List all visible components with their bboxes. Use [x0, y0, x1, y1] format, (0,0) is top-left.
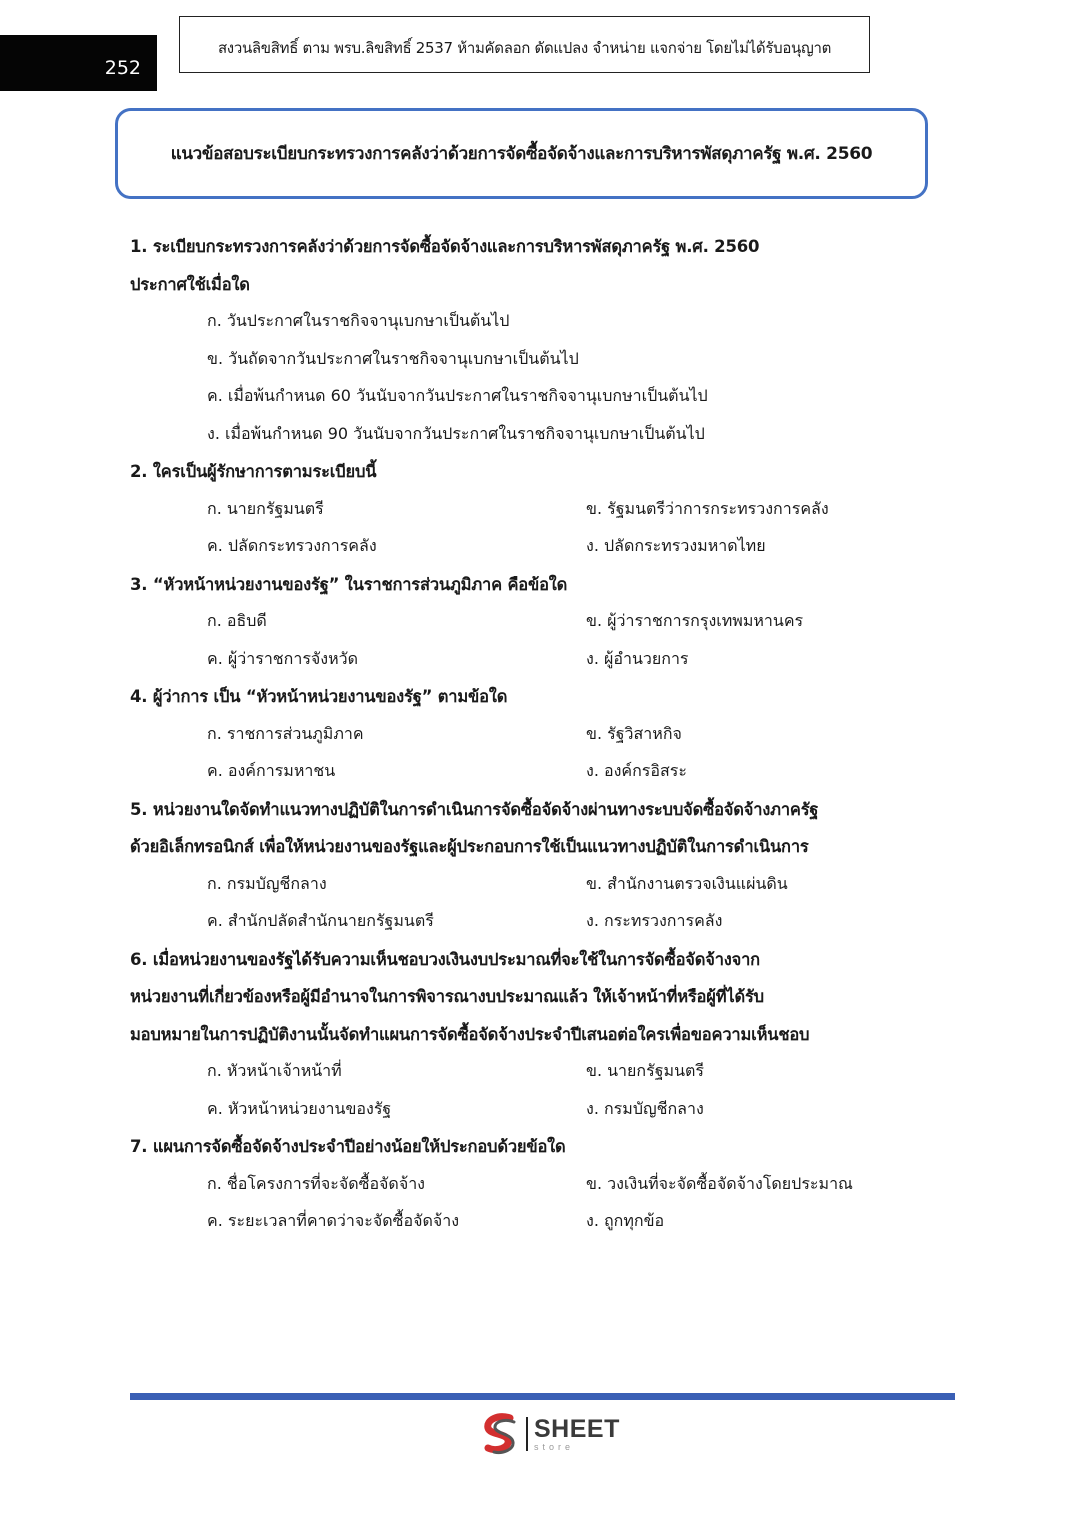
option-b: ข. ผู้ว่าราชการกรุงเทพมหานคร [586, 611, 804, 631]
option-d: ง. ผู้อำนวยการ [586, 648, 689, 668]
question-line: 2. ใครเป็นผู้รักษาการตามระเบียบนี้ [130, 462, 377, 481]
logo-main-text: SHEET [534, 1414, 620, 1443]
question-line: มอบหมายในการปฏิบัติงานนั้นจัดทำแผนการจัดซื้อจัดจ้างประจำปีเสนอต่อใครเพื่อขอความเห็นชอบ [130, 1024, 810, 1044]
question-text [130, 228, 925, 303]
question-text [130, 1128, 925, 1166]
page-number: 252 [0, 35, 157, 91]
option-a: ก. กรมบัญชีกลาง [207, 873, 327, 893]
question-list [130, 228, 925, 1241]
question-text [130, 678, 925, 716]
option-a: ก. วันประกาศในราชกิจจานุเบกษาเป็นต้นไป [207, 311, 510, 331]
question-line: 3. “หัวหน้าหน่วยงานของรัฐ” ในราชการส่วนภูมิภาค คือข้อใด [130, 574, 568, 594]
question-line: 1. ระเบียบกระทรวงการคลังว่าด้วยการจัดซื้อจัดจ้างและการบริหารพัสดุภาครัฐ พ.ศ. 2560 [130, 237, 760, 256]
section-title: แนวข้อสอบระเบียบกระทรวงการคลังว่าด้วยการจัดซื้อจัดจ้างและการบริหารพัสดุภาครัฐ พ.ศ. 2560 [170, 144, 873, 164]
option-d: ง. เมื่อพ้นกำหนด 90 วันนับจากวันประกาศในราชกิจจานุเบกษาเป็นต้นไป [207, 423, 705, 443]
option-a: ก. ชื่อโครงการที่จะจัดซื้อจัดจ้าง [207, 1173, 425, 1193]
option-a: ก. หัวหน้าเจ้าหน้าที่ [207, 1061, 342, 1081]
option-c: ค. เมื่อพ้นกำหนด 60 วันนับจากวันประกาศในราชกิจจานุเบกษาเป็นต้นไป [207, 386, 708, 406]
option-b: ข. รัฐวิสาหกิจ [586, 723, 682, 743]
question-line: 6. เมื่อหน่วยงานของรัฐได้รับความเห็นชอบวงเงินงบประมาณที่จะใช้ในการจัดซื้อจัดจ้างจาก [130, 949, 760, 969]
option-c: ค. หัวหน้าหน่วยงานของรัฐ [207, 1098, 392, 1118]
option-c: ค. องค์การมหาชน [207, 761, 336, 781]
copyright-notice: สงวนลิขสิทธิ์ ตาม พรบ.ลิขสิทธิ์ 2537 ห้ามคัดลอก ดัดแปลง จำหน่าย แจกจ่าย โดยไม่ได้รับอนุญาต [179, 16, 870, 73]
question-6 [130, 941, 925, 1129]
footer-divider [130, 1393, 955, 1400]
option-d: ง. กระทรวงการคลัง [586, 911, 723, 931]
question-line: 4. ผู้ว่าการ เป็น “หัวหน้าหน่วยงานของรัฐ” ตามข้อใด [130, 687, 508, 706]
option-b: ข. นายกรัฐมนตรี [586, 1061, 704, 1081]
sheet-store-logo-icon [480, 1412, 522, 1456]
question-3 [130, 566, 925, 679]
section-title-box [115, 108, 928, 199]
option-d: ง. องค์กรอิสระ [586, 761, 687, 781]
question-4 [130, 678, 925, 791]
option-c: ค. ระยะเวลาที่คาดว่าจะจัดซื้อจัดจ้าง [207, 1211, 460, 1231]
option-c: ค. ผู้ว่าราชการจังหวัด [207, 648, 359, 668]
question-line: หน่วยงานที่เกี่ยวข้องหรือผู้มีอำนาจในการพิจารณางบประมาณแล้ว ให้เจ้าหน้าที่หรือผู้ที่ได้รับ [130, 987, 764, 1006]
option-c: ค. สำนักปลัดสำนักนายกรัฐมนตรี [207, 911, 434, 931]
question-7 [130, 1128, 925, 1241]
option-b: ข. รัฐมนตรีว่าการกระทรวงการคลัง [586, 498, 829, 518]
option-b: ข. วันถัดจากวันประกาศในราชกิจจานุเบกษาเป็นต้นไป [207, 348, 579, 368]
question-line: ประกาศใช้เมื่อใด [130, 274, 250, 294]
option-d: ง. กรมบัญชีกลาง [586, 1098, 704, 1118]
logo-separator [526, 1417, 528, 1451]
question-line: 5. หน่วยงานใดจัดทำแนวทางปฏิบัติในการดำเนินการจัดซื้อจัดจ้างผ่านทางระบบจัดซื้อจัดจ้างภาครัฐ [130, 799, 819, 819]
question-line: 7. แผนการจัดซื้อจัดจ้างประจำปีอย่างน้อยให้ประกอบด้วยข้อใด [130, 1137, 566, 1156]
question-2 [130, 453, 925, 566]
question-text [130, 566, 925, 604]
logo-sub-text: store [534, 1441, 575, 1452]
question-text [130, 941, 925, 1054]
question-1 [130, 228, 925, 453]
question-text [130, 791, 925, 866]
option-a: ก. นายกรัฐมนตรี [207, 498, 324, 518]
option-a: ก. อธิบดี [207, 611, 267, 631]
question-5 [130, 791, 925, 941]
question-text [130, 453, 925, 491]
option-d: ง. ปลัดกระทรวงมหาดไทย [586, 536, 766, 556]
sheet-store-logo [480, 1412, 620, 1456]
question-line: ด้วยอิเล็กทรอนิกส์ เพื่อให้หน่วยงานของรัฐและผู้ประกอบการใช้เป็นแนวทางปฏิบัติในการดำเนินการ [130, 837, 809, 856]
option-b: ข. สำนักงานตรวจเงินแผ่นดิน [586, 873, 788, 893]
option-a: ก. ราชการส่วนภูมิภาค [207, 723, 364, 743]
logo-wordmark [534, 1414, 620, 1452]
option-c: ค. ปลัดกระทรวงการคลัง [207, 536, 377, 556]
option-d: ง. ถูกทุกข้อ [586, 1211, 665, 1231]
option-b: ข. วงเงินที่จะจัดซื้อจัดจ้างโดยประมาณ [586, 1173, 853, 1193]
